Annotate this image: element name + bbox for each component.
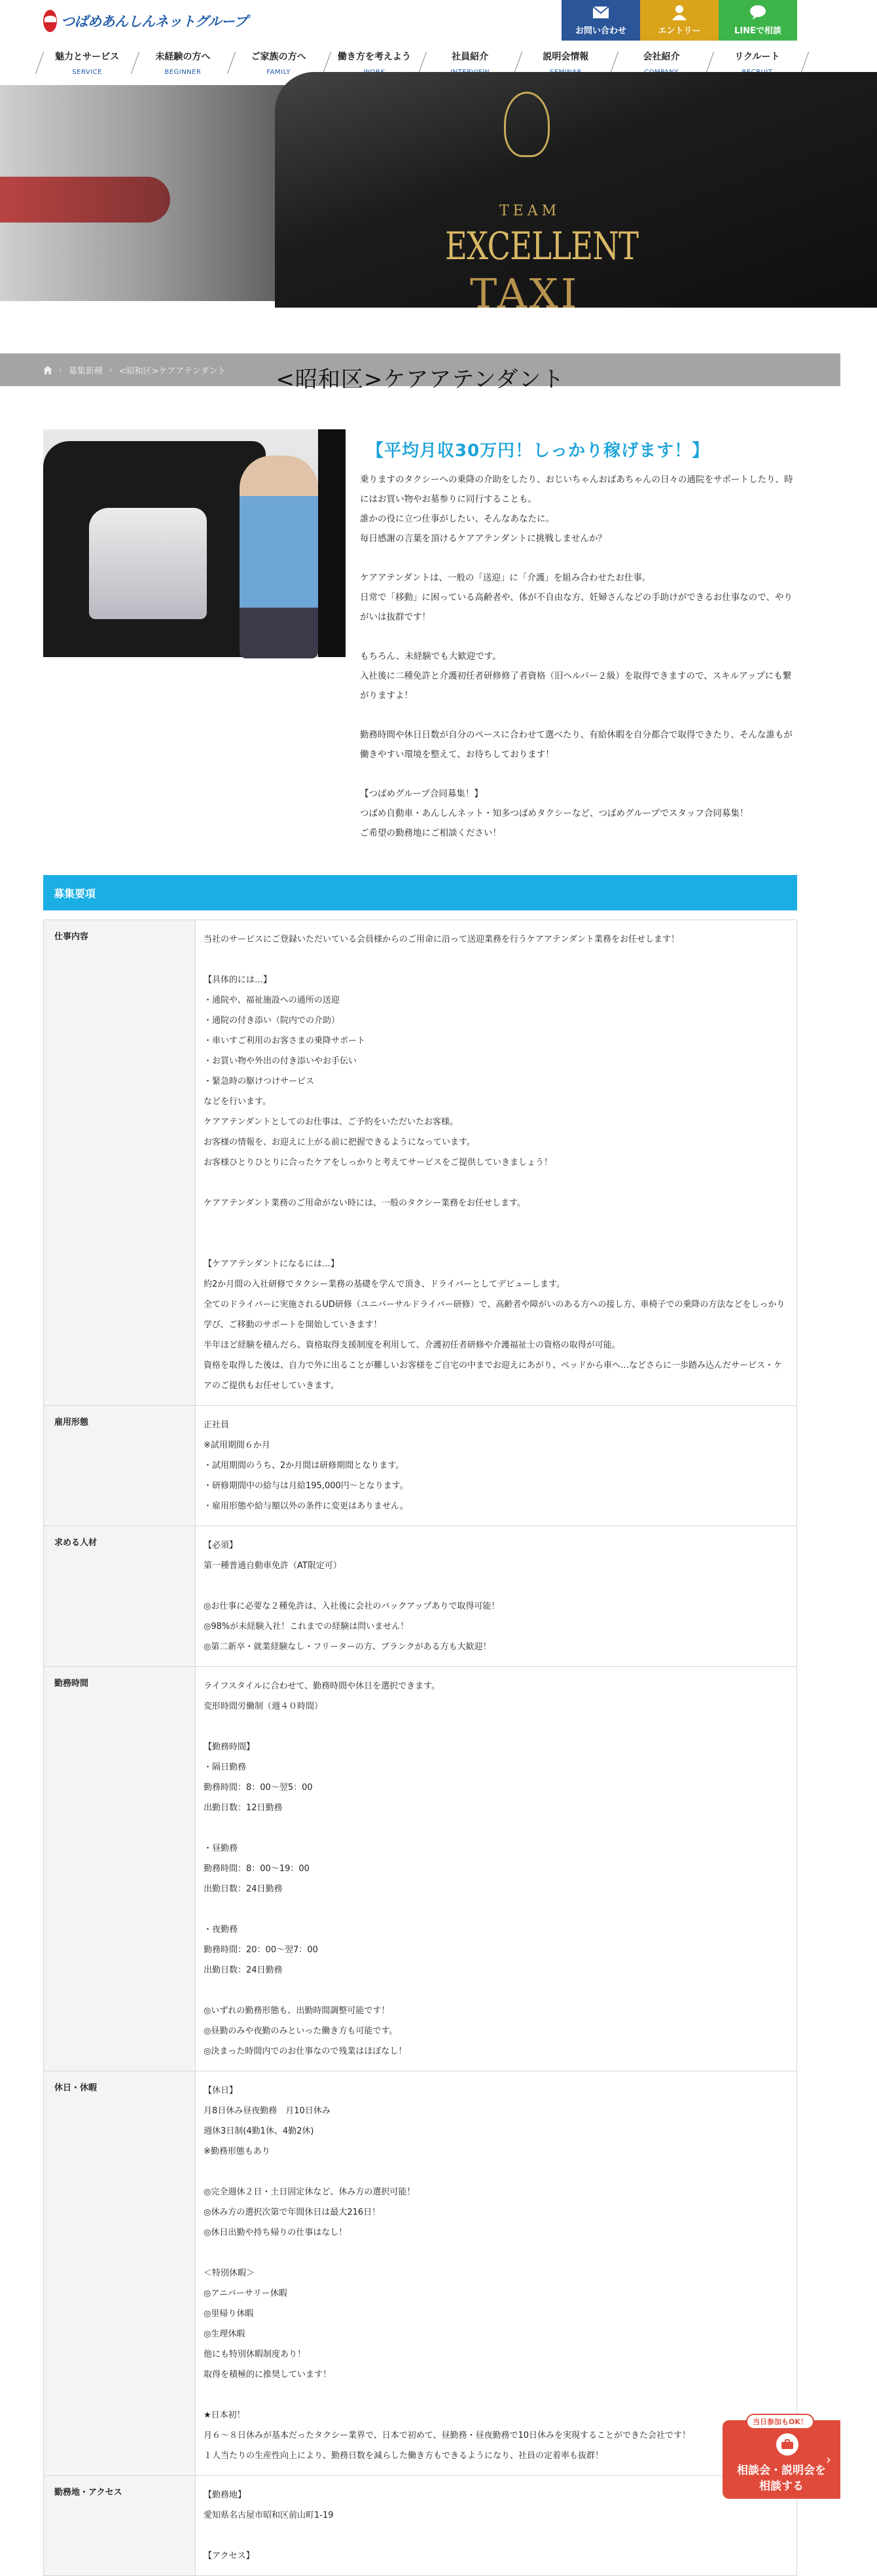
nav-item-label: 働き方を考えよう [337, 52, 411, 62]
hero-banner [0, 85, 840, 376]
hero-car-taillight [0, 177, 170, 223]
breadcrumb-separator-icon: › [59, 365, 62, 374]
contact-button-label: お問い合わせ [575, 26, 626, 36]
logo-swallow-icon [43, 10, 57, 32]
breadcrumb-item[interactable]: 募集新種 [68, 366, 103, 376]
float-banner-line1: 相談会・説明会を [737, 2464, 826, 2477]
table-row [44, 2071, 797, 2476]
intro-heading: 【平均月収30万円！しっかり稼げます！】 [367, 441, 710, 461]
row-label-employment: 雇用形態 [44, 1406, 196, 1526]
driver-image [240, 456, 318, 658]
entry-button-label: エントリー [658, 26, 701, 36]
breadcrumb-separator-icon: › [109, 365, 113, 374]
recruit-section-header: 募集要項 [43, 875, 797, 910]
float-banner-line2: 相談する [759, 2480, 804, 2493]
table-row [44, 1406, 797, 1526]
entry-button[interactable] [640, 0, 719, 41]
line-consult-button[interactable] [719, 0, 797, 41]
nav-item-service[interactable] [39, 47, 135, 80]
nav-item-sublabel: BEGINNER [164, 69, 202, 76]
chat-bubble-icon [749, 5, 767, 20]
taxi-seat-image [89, 508, 207, 619]
breadcrumb-current: <昭和区>ケアアテンダント [118, 366, 226, 376]
row-value-holidays: 【休日】 月8日休み昼夜勤務 月10日休み 週休3日制(4勤1休、4勤2休) ※勤務形態もあり ◎完全週休２日・土日固定休など、休み方の選択可能！ ◎休み方の選択次第で年間休日は最大216日！ ◎休日出勤や持ち帰りの仕事はなし！ ＜特別休暇＞ ◎アニバーサリー休暇 ◎里帰り休暇 ◎生理休暇 他にも特別休暇制度あり！ 取得を積極的に推奨しています！ ★日本初！ 月６〜８日休みが基本だったタクシー業界で、日本で初めて、昼勤務・昼夜勤務で10日休みを実現することができた会社です！ １人当たりの生産性向上により、勤務日数を減らした働き方もできるようになり、社員の定着率も抜群！ [196, 2071, 797, 2476]
nav-item-label: リクルート [734, 52, 780, 62]
briefcase-icon [776, 2433, 798, 2456]
hero-emblem-icon [504, 92, 550, 157]
nav-item-sublabel: SERVICE [72, 69, 102, 76]
user-icon [670, 5, 689, 20]
row-value-location: 【勤務地】 愛知県名古屋市昭和区前山町1-19 【アクセス】 [196, 2476, 797, 2576]
row-label-location: 勤務地・アクセス [44, 2476, 196, 2576]
mail-icon [592, 5, 610, 20]
row-value-hours: ライフスタイルに合わせて、勤務時間や休日を選択できます。 変形時間労働制（週４０時間） 【勤務時間】 ・隔日勤務 勤務時間：8：00〜翌5：00 出勤日数：12日勤務 ・昼勤務 勤務時間：8：00〜19：00 出勤日数：24日勤務 ・夜勤務 勤務時間：20：00〜翌7：00 出勤日数：24日勤務 ◎いずれの勤務形態も、出勤時間調整可能です！ ◎昼勤のみや夜勤のみといった働き方も可能です。 ◎決まった時間内でのお仕事なので残業はほぼなし！ [196, 1667, 797, 2071]
row-label-holidays: 休日・休暇 [44, 2071, 196, 2476]
row-value-employment: 正社員 ※試用期間６か月 ・試用期間のうち、2か月間は研修期間となります。 ・研修期間中の給与は月給195,000円〜となります。 ・雇用形態や給与額以外の条件に変更はありません。 [196, 1406, 797, 1526]
nav-item-label: 説明会情報 [543, 52, 589, 62]
nav-item-label: 社員紹介 [452, 52, 489, 62]
table-row [44, 2476, 797, 2576]
chevron-right-icon: › [826, 2452, 831, 2467]
row-label-hours: 勤務時間 [44, 1667, 196, 2071]
row-value-job: 当社のサービスにご登録いただいている会員様からのご用命に沿って送迎業務を行うケアアテンダント業務をお任せします！ 【具体的には…】 ・通院や、福祉施設への通所の送迎 ・通院の付き添い（院内での介助） ・車いすご利用のお客さまの乗降サポート ・お買い物や外出の付き添いやお手伝い ・緊急時の駆けつけサービス などを行います。 ケアアテンダントとしてのお仕事は、ご予約をいただいたお客様。 お客様の情報を、お迎えに上がる前に把握できるようになっています。 お客様ひとりひとりに合ったケアをしっかりと考えてサービスをご提供していきましょう！ ケアアテンダント業務のご用命がない時には、一般のタクシー業務をお任せします。 【ケアアテンダントになるには…】 約2か月間の入社研修でタクシー業務の基礎を学んで頂き、ドライバーとしてデビューします。 全てのドライバーに実施されるUD研修（ユニバーサルドライバー研修）で、高齢者や障がいのある方への接し方、車椅子での乗降の方法などをしっかり学び、ご移動のサポートを開始していきます！ 半年ほど経験を積んだら、資格取得支援制度を利用して、介護初任者研修や介護福祉士の資格の取得が可能。 資格を取得した後は、自力で外に出ることが難しいお客様をご自宅の中までお迎えにあがり、ベッドから車へ…などさらに一歩踏み込んだサービス・ケアのご提供もお任せしていきます。 [196, 920, 797, 1406]
nav-item-label: ご家族の方へ [251, 52, 306, 62]
nav-item-beginner[interactable] [135, 47, 230, 80]
page-title: <昭和区>ケアアテンダント [276, 367, 565, 393]
nav-item-label: 未経験の方へ [155, 52, 211, 62]
logo-text: つばめあんしんネットグループ [61, 14, 247, 29]
table-row [44, 920, 797, 1406]
hero-taxi-text: TAXI [470, 270, 580, 317]
intro-body: 乗りますのタクシーへの乗降の介助をしたり、おじいちゃんおばあちゃんの日々の通院をサポートしたり、時にはお買い物やお墓参りに同行することも。 誰かの役に立つ仕事がしたい、そんなあなたに。 毎日感謝の言葉を頂けるケアアテンダントに挑戦しませんか？ ケアアテンダントは、一般の「送迎」に「介護」を組み合わせたお仕事。 日常で「移動」に困っている高齢者や、体が不自由な方、妊婦さんなどの手助けができるお仕事なので、やりがいは抜群です！ もちろん、未経験でも大歓迎です。 入社後に二種免許と介護初任者研修修了者資格（旧ヘルパー２級）を取得できますので、スキルアップにも繋がりますよ！ 勤務時間や休日日数が自分のペースに合わせて選べたり、有給休暇を自分都合で取得できたり、そんな誰もが働きやすい環境を整えて、お待ちしております！ 【つばめグループ合同募集！】 つばめ自動車・あんしんネット・知多つばめタクシーなど、つばめグループでスタッフ合同募集！ ご希望の勤務地にご相談ください！ [360, 474, 793, 838]
row-label-job: 仕事内容 [44, 920, 196, 1406]
taxi-door-image [318, 429, 346, 657]
recruit-table [43, 920, 797, 2576]
intro-photo [43, 429, 346, 657]
row-label-requirements: 求める人材 [44, 1526, 196, 1667]
line-button-label: LINEで相談 [734, 26, 781, 36]
contact-button[interactable] [562, 0, 640, 41]
hero-team-text: TEAM [499, 203, 561, 219]
nav-item-label: 魅力とサービス [55, 52, 120, 62]
nav-item-label: 会社紹介 [643, 52, 680, 62]
seminar-consult-floating-button[interactable] [723, 2420, 840, 2499]
table-row [44, 1667, 797, 2071]
row-value-requirements: 【必須】 第一種普通自動車免許（AT限定可） ◎お仕事に必要な２種免許は、入社後に会社のバックアップありで取得可能！ ◎98%が未経験入社！これまでの経験は問いません！ ◎第二新卒・就業経験なし・フリーターの方、ブランクがある方も大歓迎！ [196, 1526, 797, 1667]
same-day-badge: 当日参加もOK！ [746, 2414, 814, 2429]
table-row [44, 1526, 797, 1667]
nav-item-sublabel: FAMILY [266, 69, 291, 76]
site-logo[interactable] [43, 8, 247, 34]
hero-excellent-text: EXCELLENT [445, 224, 639, 268]
